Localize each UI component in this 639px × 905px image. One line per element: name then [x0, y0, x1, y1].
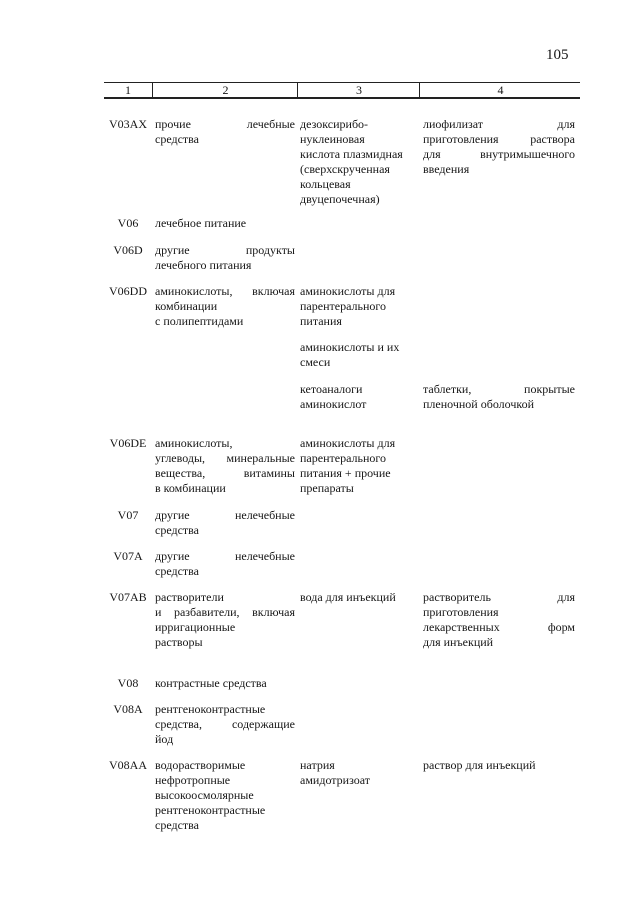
group-name: растворители и разбавители, включая ирригационные растворы — [155, 590, 295, 649]
substance-name: вода для инъекций — [300, 590, 396, 604]
column-header-2: 2 — [152, 83, 298, 97]
column-header-3: 3 — [297, 83, 420, 97]
page-number: 105 — [546, 47, 569, 63]
substance-name: аминокислоты для парентерального питания + прочие препараты — [300, 436, 396, 495]
atc-code: V03AX — [109, 117, 147, 131]
table-header — [104, 82, 580, 99]
column-header-4: 4 — [419, 83, 581, 97]
atc-code: V08 — [117, 676, 139, 690]
atc-code: V06DE — [109, 436, 147, 450]
atc-code: V08AA — [109, 758, 147, 772]
substance-name: натрия амидотризоат — [300, 758, 371, 787]
dosage-form: раствор для инъекций — [423, 758, 536, 772]
column-header-1: 1 — [125, 83, 131, 97]
atc-code: V06 — [117, 216, 139, 230]
atc-code: V06DD — [109, 284, 147, 298]
group-name: прочие лечебные средства — [155, 117, 295, 146]
substance-name: кетоаналоги аминокислот — [300, 382, 367, 411]
atc-code: V07A — [113, 549, 143, 563]
group-name: другие нелечебные средства — [155, 508, 295, 537]
atc-code: V08A — [113, 702, 143, 716]
atc-code: V07AB — [109, 590, 147, 604]
substance-name: аминокислоты и их смеси — [300, 340, 400, 369]
atc-code: V07 — [117, 508, 139, 522]
group-name: другие продукты лечебного питания — [155, 243, 295, 272]
group-name: контрастные средства — [155, 676, 267, 690]
group-name: водорастворимые нефротропные высокоосмолярные рентгеноконтрастные средства — [155, 758, 266, 832]
group-name: аминокислоты, углеводы, минеральные вещества, витамины в комбинации — [155, 436, 295, 495]
group-name: другие нелечебные средства — [155, 549, 295, 578]
substance-name: дезоксирибо- нуклеиновая кислота плазмидная (сверхскрученная кольцевая двуцепочечная) — [300, 117, 403, 206]
substance-name: аминокислоты для парентерального питания — [300, 284, 396, 328]
dosage-form: лиофилизат для приготовления раствора для внутримышечного введения — [423, 117, 575, 176]
dosage-form: таблетки, покрытые пленочной оболочкой — [423, 382, 575, 411]
group-name: аминокислоты, включая комбинации с полипептидами — [155, 284, 295, 328]
group-name: лечебное питание — [155, 216, 247, 230]
atc-code: V06D — [113, 243, 143, 257]
dosage-form: растворитель для приготовления лекарственных форм для инъекций — [423, 590, 575, 649]
group-name: рентгеноконтрастные средства, содержащие йод — [155, 702, 295, 746]
